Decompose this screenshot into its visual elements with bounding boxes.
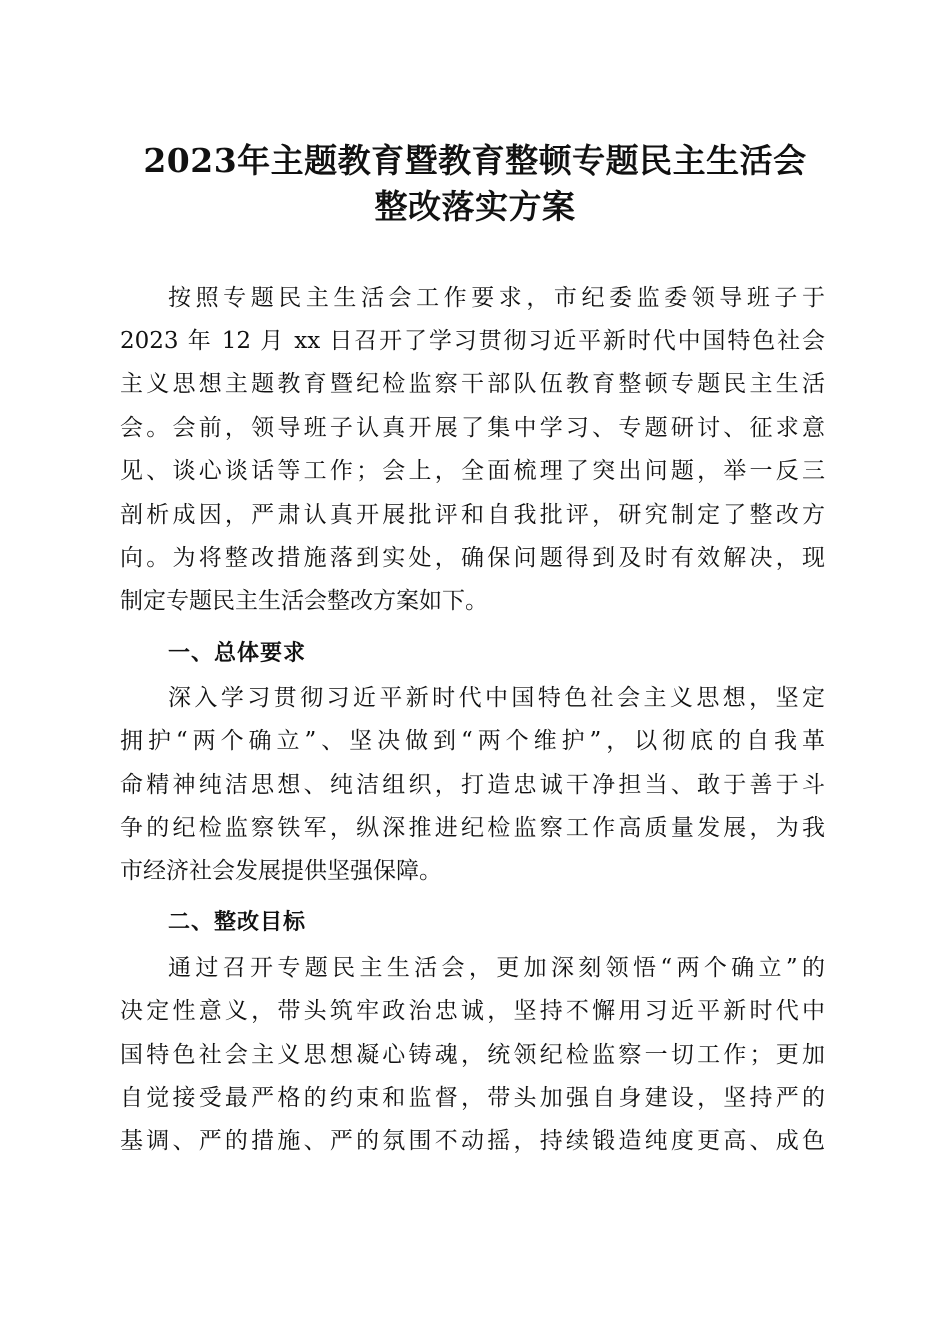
document-title-line-1: 2023年主题教育暨教育整顿专题民主生活会 [143,141,807,180]
section2-line: 基调、严的措施、严的氛围不动摇，持续锻造纯度更高、成色 [120,1128,825,1154]
section2-line: 自觉接受最严格的约束和监督，带头加强自身建设，坚持严的 [120,1085,825,1111]
section2-line: 通过召开专题民主生活会，更加深刻领悟“两个确立”的 [168,955,825,981]
section1-line: 市经济社会发展提供坚强保障。 [120,858,442,884]
intro-line: 向。为将整改措施落到实处，确保问题得到及时有效解决，现 [120,545,825,571]
section-heading-overall-requirements: 一、总体要求 [168,641,307,666]
intro-line: 制定专题民主生活会整改方案如下。 [120,588,488,614]
intro-line: 主义思想主题教育暨纪检监察干部队伍教育整顿专题民主生活 [120,371,825,397]
section2-line: 国特色社会主义思想凝心铸魂，统领纪检监察一切工作；更加 [120,1042,825,1068]
section2-line: 决定性意义，带头筑牢政治忠诚，坚持不懈用习近平新时代中 [120,998,825,1024]
intro-line: 剖析成因，严肃认真开展批评和自我批评，研究制定了整改方 [120,502,825,528]
intro-line: 2023 年 12 月 xx 日召开了学习贯彻习近平新时代中国特色社会 [120,328,825,354]
section1-line: 拥护“两个确立”、坚决做到“两个维护”，以彻底的自我革 [120,728,825,754]
section1-line: 深入学习贯彻习近平新时代中国特色社会主义思想，坚定 [168,685,825,711]
section1-line: 命精神纯洁思想、纯洁组织，打造忠诚干净担当、敢于善于斗 [120,772,825,798]
intro-line: 按照专题民主生活会工作要求，市纪委监委领导班子于 [168,285,825,311]
intro-line: 见、谈心谈话等工作；会上，全面梳理了突出问题，举一反三 [120,458,825,484]
section1-line: 争的纪检监察铁军，纵深推进纪检监察工作高质量发展，为我 [120,815,825,841]
section-heading-rectification-goals: 二、整改目标 [168,910,307,935]
intro-line: 会。会前，领导班子认真开展了集中学习、专题研讨、征求意 [120,415,825,441]
document-title-line-2: 整改落实方案 [374,187,576,226]
